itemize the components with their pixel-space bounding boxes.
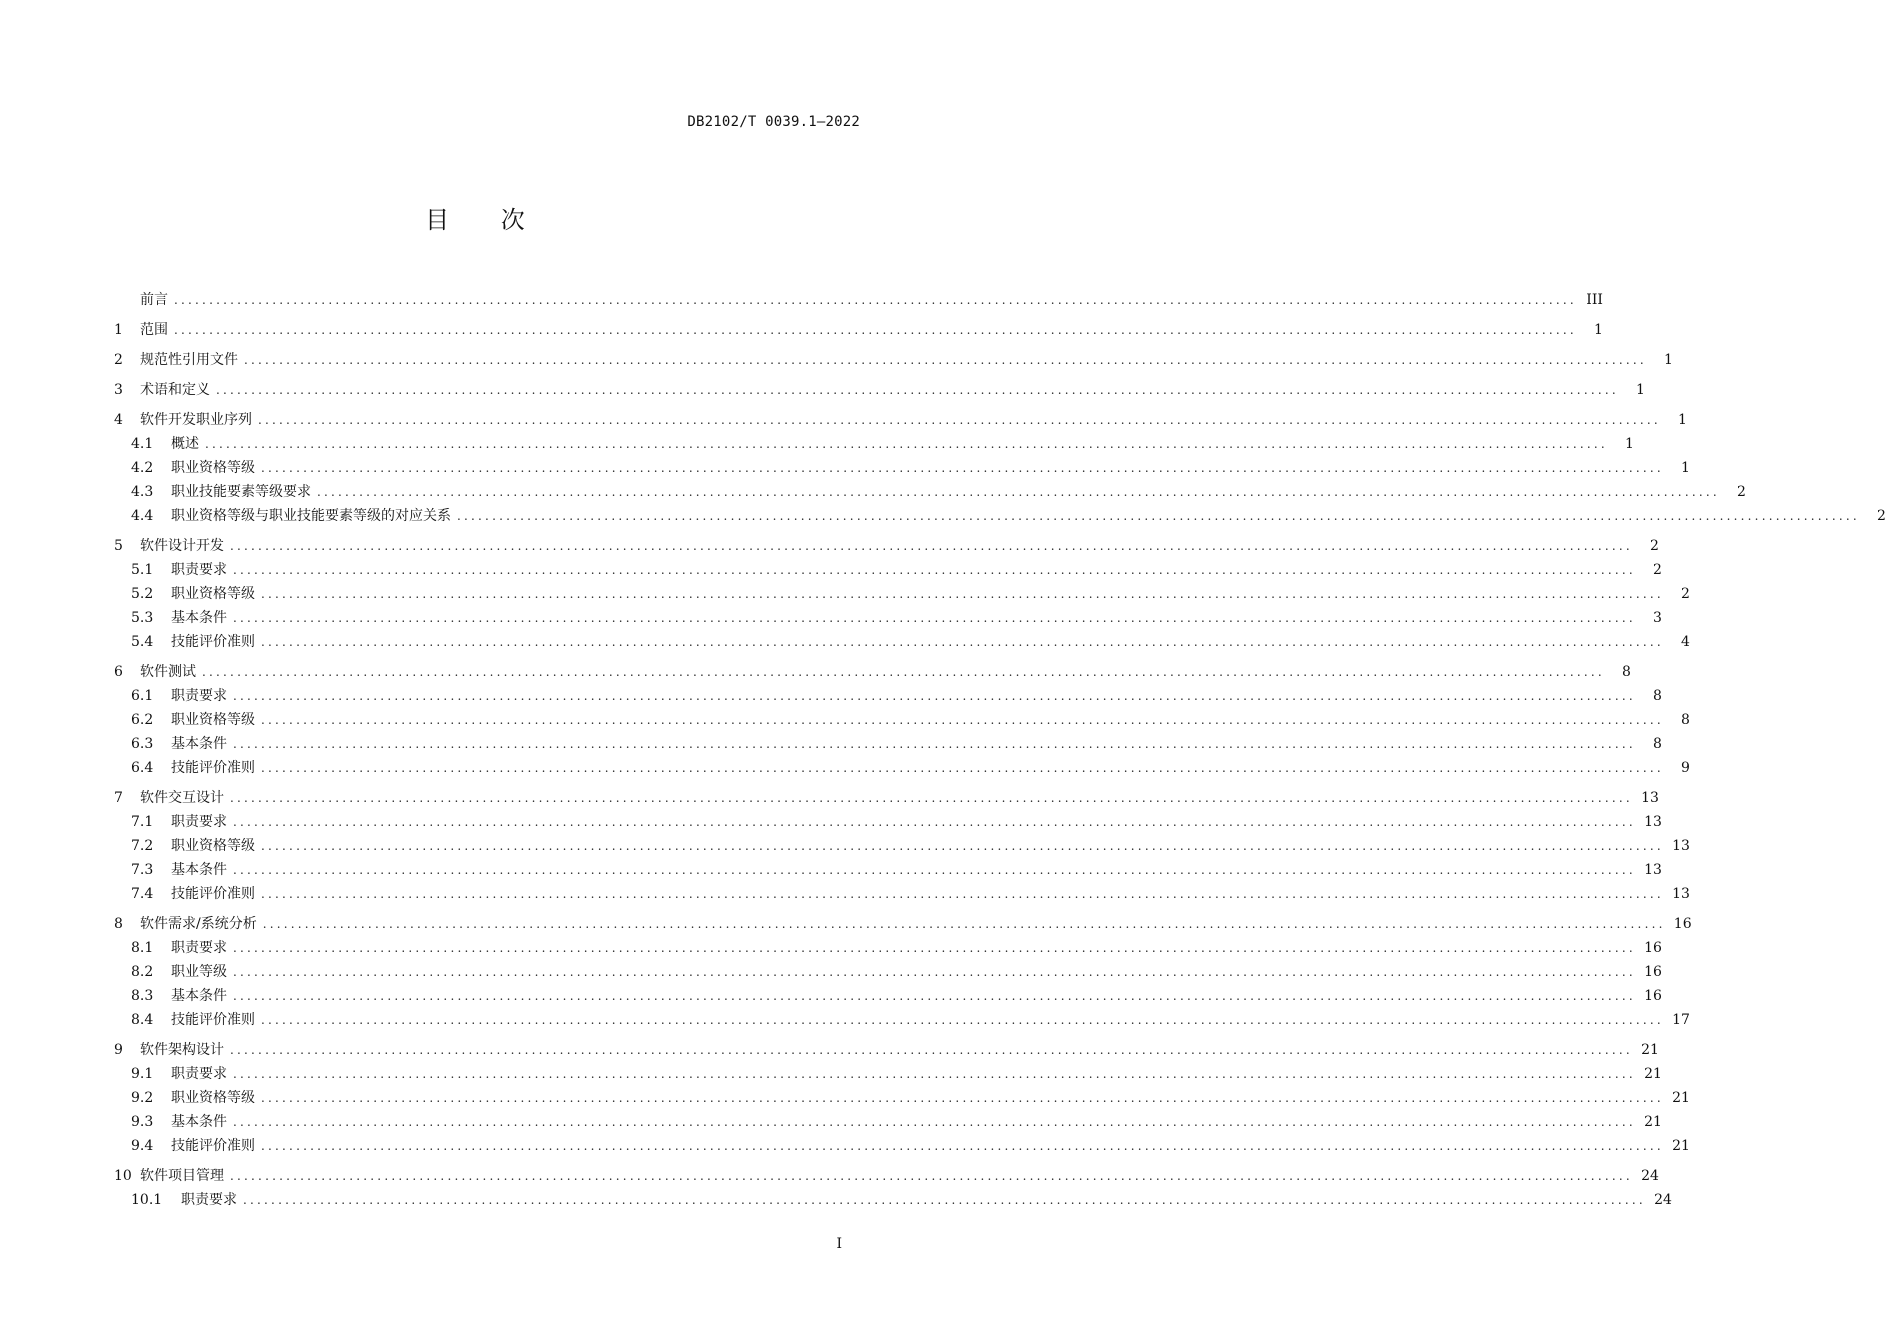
toc-entry-number: 8 [114, 916, 123, 932]
toc-entry-number: 1 [114, 322, 123, 338]
toc-entry-number: 7.2 [131, 838, 154, 854]
toc-entry-label: 职责要求 [171, 562, 227, 578]
toc-entry-number: 6.1 [131, 688, 154, 704]
toc-entry-number: 6 [114, 664, 123, 680]
toc-entry-number: 6.2 [131, 712, 154, 728]
toc-entry-page: 1 [1663, 352, 1673, 368]
toc-dot-leader: ........................................................................................................................................................................................................ [174, 323, 1577, 337]
toc-entry-number: 2 [114, 352, 123, 368]
toc-entry[interactable] [114, 1134, 1690, 1158]
toc-entry[interactable] [114, 378, 1645, 402]
toc-entry-page: 1 [1680, 460, 1690, 476]
toc-entry[interactable] [114, 1086, 1690, 1110]
toc-entry-page: 3 [1652, 610, 1662, 626]
toc-dot-leader: ........................................................................................................................................................................................................ [233, 989, 1636, 1003]
toc-entry-label: 职业资格等级 [171, 712, 255, 728]
toc-entry-page: 8 [1621, 664, 1631, 680]
toc-entry[interactable] [114, 480, 1746, 504]
toc-entry[interactable] [114, 984, 1662, 1008]
toc-entry-number: 5.3 [131, 610, 154, 626]
toc-entry-number: 4.1 [131, 436, 154, 452]
toc-entry-page: 16 [1644, 940, 1662, 956]
toc-entry-label: 基本条件 [171, 988, 227, 1004]
toc-entry[interactable] [114, 630, 1690, 654]
toc-entry-number: 9.2 [131, 1090, 154, 1106]
toc-entry-number: 6.3 [131, 736, 154, 752]
toc-entry-label: 概述 [171, 436, 199, 452]
toc-entry[interactable] [114, 882, 1690, 906]
toc-entry-label: 软件项目管理 [140, 1168, 224, 1184]
toc-entry-label: 术语和定义 [140, 382, 210, 398]
toc-dot-leader: ........................................................................................................................................................................................................ [216, 383, 1619, 397]
toc-entry-label: 软件开发职业序列 [140, 412, 252, 428]
toc-dot-leader: ........................................................................................................................................................................................................ [230, 791, 1633, 805]
toc-entry[interactable] [114, 708, 1690, 732]
toc-entry[interactable] [114, 408, 1687, 432]
toc-entry-label: 基本条件 [171, 1114, 227, 1130]
toc-entry-number: 10.1 [131, 1192, 163, 1208]
toc-dot-leader: ........................................................................................................................................................................................................ [258, 413, 1661, 427]
toc-dot-leader: ........................................................................................................................................................................................................ [174, 293, 1577, 307]
toc-entry-page: 2 [1736, 484, 1746, 500]
toc-entry[interactable] [114, 912, 1692, 936]
toc-dot-leader: ........................................................................................................................................................................................................ [261, 1013, 1664, 1027]
toc-entry-label: 职业技能要素等级要求 [171, 484, 311, 500]
toc-entry-label: 软件架构设计 [140, 1042, 224, 1058]
toc-dot-leader: ........................................................................................................................................................................................................ [261, 713, 1664, 727]
toc-entry-number: 9.1 [131, 1066, 154, 1082]
toc-dot-leader: ........................................................................................................................................................................................................ [243, 1193, 1646, 1207]
toc-entry-label: 技能评价准则 [171, 1138, 255, 1154]
toc-entry[interactable] [114, 1038, 1659, 1062]
toc-dot-leader: ........................................................................................................................................................................................................ [205, 437, 1608, 451]
toc-entry-label: 职责要求 [171, 688, 227, 704]
toc-dot-leader: ........................................................................................................................................................................................................ [261, 887, 1664, 901]
toc-entry-page: 16 [1644, 964, 1662, 980]
toc-entry-page: 2 [1649, 538, 1659, 554]
toc-entry[interactable] [114, 288, 1603, 312]
toc-dot-leader: ........................................................................................................................................................................................................ [230, 1169, 1633, 1183]
toc-entry-label: 职业资格等级与职业技能要素等级的对应关系 [171, 508, 451, 524]
toc-entry[interactable] [114, 1188, 1672, 1212]
toc-entry-label: 规范性引用文件 [140, 352, 238, 368]
toc-entry-label: 技能评价准则 [171, 886, 255, 902]
toc-dot-leader: ........................................................................................................................................................................................................ [230, 1043, 1633, 1057]
toc-entry-number: 7.1 [131, 814, 154, 830]
toc-entry-page: 13 [1672, 886, 1690, 902]
toc-entry-page: 9 [1680, 760, 1690, 776]
toc-entry-page: 8 [1680, 712, 1690, 728]
toc-entry-number: 8.2 [131, 964, 154, 980]
toc-entry-page: 2 [1652, 562, 1662, 578]
toc-entry-page: 21 [1672, 1138, 1690, 1154]
toc-entry-page: 21 [1644, 1114, 1662, 1130]
toc-entry-number: 7.4 [131, 886, 154, 902]
toc-entry-page: 1 [1635, 382, 1645, 398]
toc-entry-label: 职责要求 [171, 940, 227, 956]
toc-entry[interactable] [114, 1164, 1659, 1188]
toc-entry[interactable] [114, 1008, 1690, 1032]
toc-dot-leader: ........................................................................................................................................................................................................ [261, 839, 1664, 853]
toc-entry-number: 3 [114, 382, 123, 398]
toc-dot-leader: ........................................................................................................................................................................................................ [261, 761, 1664, 775]
toc-entry[interactable] [114, 582, 1690, 606]
toc-entry-number: 4.2 [131, 460, 154, 476]
toc-entry-page: 1 [1677, 412, 1687, 428]
toc-dot-leader: ........................................................................................................................................................................................................ [457, 509, 1860, 523]
toc-entry-page: 21 [1672, 1090, 1690, 1106]
toc-entry[interactable] [114, 1062, 1662, 1086]
toc-dot-leader: ........................................................................................................................................................................................................ [233, 1115, 1636, 1129]
toc-entry-label: 前言 [140, 292, 168, 308]
toc-entry[interactable] [114, 732, 1662, 756]
toc-entry-label: 职业资格等级 [171, 586, 255, 602]
toc-entry-page: 2 [1876, 508, 1886, 524]
toc-entry-page: 8 [1652, 736, 1662, 752]
toc-entry-label: 软件测试 [140, 664, 196, 680]
toc-entry[interactable] [114, 504, 1886, 528]
toc-entry-number: 5.4 [131, 634, 154, 650]
toc-entry[interactable] [114, 432, 1634, 456]
toc-entry-label: 基本条件 [171, 610, 227, 626]
toc-entry-page: 16 [1644, 988, 1662, 1004]
toc-entry-page: 17 [1672, 1012, 1690, 1028]
toc-entry-number: 5 [114, 538, 123, 554]
toc-entry-label: 基本条件 [171, 862, 227, 878]
toc-entry-label: 职业等级 [171, 964, 227, 980]
toc-dot-leader: ........................................................................................................................................................................................................ [261, 1139, 1664, 1153]
toc-entry-number: 7.3 [131, 862, 154, 878]
toc-entry[interactable] [114, 960, 1662, 984]
toc-entry-number: 9.4 [131, 1138, 154, 1154]
toc-entry-page: 2 [1680, 586, 1690, 602]
toc-entry-page: III [1586, 292, 1603, 308]
toc-entry-page: 16 [1673, 916, 1692, 932]
toc-entry[interactable] [114, 810, 1662, 834]
toc-entry-page: 24 [1654, 1192, 1672, 1208]
toc-dot-leader: ........................................................................................................................................................................................................ [230, 539, 1633, 553]
toc-entry-label: 软件交互设计 [140, 790, 224, 806]
toc-entry[interactable] [114, 318, 1603, 342]
toc-entry-number: 4.3 [131, 484, 154, 500]
toc-entry[interactable] [114, 660, 1631, 684]
toc-dot-leader: ........................................................................................................................................................................................................ [233, 737, 1636, 751]
toc-entry-label: 基本条件 [171, 736, 227, 752]
toc-entry-number: 5.2 [131, 586, 154, 602]
toc-entry-label: 技能评价准则 [171, 760, 255, 776]
toc-entry-number: 8.3 [131, 988, 154, 1004]
toc-dot-leader: ........................................................................................................................................................................................................ [233, 815, 1636, 829]
toc-entry-page: 24 [1641, 1168, 1659, 1184]
toc-entry-page: 1 [1624, 436, 1634, 452]
toc-dot-leader: ........................................................................................................................................................................................................ [233, 863, 1636, 877]
page-number: I [836, 1236, 842, 1252]
toc-entry[interactable] [114, 456, 1690, 480]
toc-entry[interactable] [114, 834, 1690, 858]
toc-dot-leader: ........................................................................................................................................................................................................ [262, 917, 1666, 931]
toc-dot-leader: ........................................................................................................................................................................................................ [233, 611, 1636, 625]
toc-entry[interactable] [114, 936, 1662, 960]
toc-entry-number: 10 [114, 1168, 132, 1184]
toc-entry-number: 6.4 [131, 760, 154, 776]
toc-dot-leader: ........................................................................................................................................................................................................ [202, 665, 1605, 679]
toc-dot-leader: ........................................................................................................................................................................................................ [244, 353, 1647, 367]
toc-entry-label: 职责要求 [171, 814, 227, 830]
toc-dot-leader: ........................................................................................................................................................................................................ [261, 635, 1664, 649]
toc-entry-page: 13 [1644, 814, 1662, 830]
toc-entry-page: 13 [1641, 790, 1659, 806]
toc-entry-label: 职业资格等级 [171, 1090, 255, 1106]
toc-dot-leader: ........................................................................................................................................................................................................ [233, 941, 1636, 955]
toc-entry[interactable] [114, 786, 1659, 810]
toc-entry[interactable] [114, 558, 1662, 582]
toc-entry-number: 4 [114, 412, 123, 428]
toc-entry-label: 软件需求/系统分析 [140, 916, 257, 932]
table-of-contents [114, 288, 1886, 1212]
toc-entry-page: 21 [1644, 1066, 1662, 1082]
toc-entry-number: 9 [114, 1042, 123, 1058]
toc-entry-page: 1 [1593, 322, 1603, 338]
toc-entry-number: 8.1 [131, 940, 154, 956]
toc-entry-label: 技能评价准则 [171, 634, 255, 650]
toc-dot-leader: ........................................................................................................................................................................................................ [233, 1067, 1636, 1081]
toc-entry-page: 13 [1672, 838, 1690, 854]
toc-entry-label: 技能评价准则 [171, 1012, 255, 1028]
toc-entry-label: 职业资格等级 [171, 460, 255, 476]
toc-entry-label: 职责要求 [181, 1192, 237, 1208]
toc-entry[interactable] [114, 684, 1662, 708]
toc-dot-leader: ........................................................................................................................................................................................................ [233, 965, 1636, 979]
toc-entry-number: 9.3 [131, 1114, 154, 1130]
toc-entry-label: 职责要求 [171, 1066, 227, 1082]
toc-entry-number: 4.4 [131, 508, 154, 524]
toc-entry-number: 8.4 [131, 1012, 154, 1028]
toc-entry-page: 8 [1652, 688, 1662, 704]
toc-entry-page: 21 [1641, 1042, 1659, 1058]
toc-dot-leader: ........................................................................................................................................................................................................ [233, 689, 1636, 703]
toc-dot-leader: ........................................................................................................................................................................................................ [317, 485, 1720, 499]
toc-entry[interactable] [114, 858, 1662, 882]
toc-entry-label: 职业资格等级 [171, 838, 255, 854]
toc-entry[interactable] [114, 348, 1673, 372]
page-title: 目 次 [425, 206, 547, 234]
toc-entry[interactable] [114, 1110, 1662, 1134]
toc-dot-leader: ........................................................................................................................................................................................................ [233, 563, 1636, 577]
toc-entry[interactable] [114, 534, 1659, 558]
toc-dot-leader: ........................................................................................................................................................................................................ [261, 461, 1664, 475]
toc-dot-leader: ........................................................................................................................................................................................................ [261, 587, 1664, 601]
document-code: DB2102/T 0039.1—2022 [687, 114, 860, 130]
toc-entry-number: 5.1 [131, 562, 154, 578]
toc-entry-label: 范围 [140, 322, 168, 338]
toc-entry-page: 4 [1680, 634, 1690, 650]
toc-entry[interactable] [114, 756, 1690, 780]
toc-entry-number: 7 [114, 790, 123, 806]
toc-entry[interactable] [114, 606, 1662, 630]
toc-dot-leader: ........................................................................................................................................................................................................ [261, 1091, 1664, 1105]
toc-entry-page: 13 [1644, 862, 1662, 878]
toc-entry-label: 软件设计开发 [140, 538, 224, 554]
